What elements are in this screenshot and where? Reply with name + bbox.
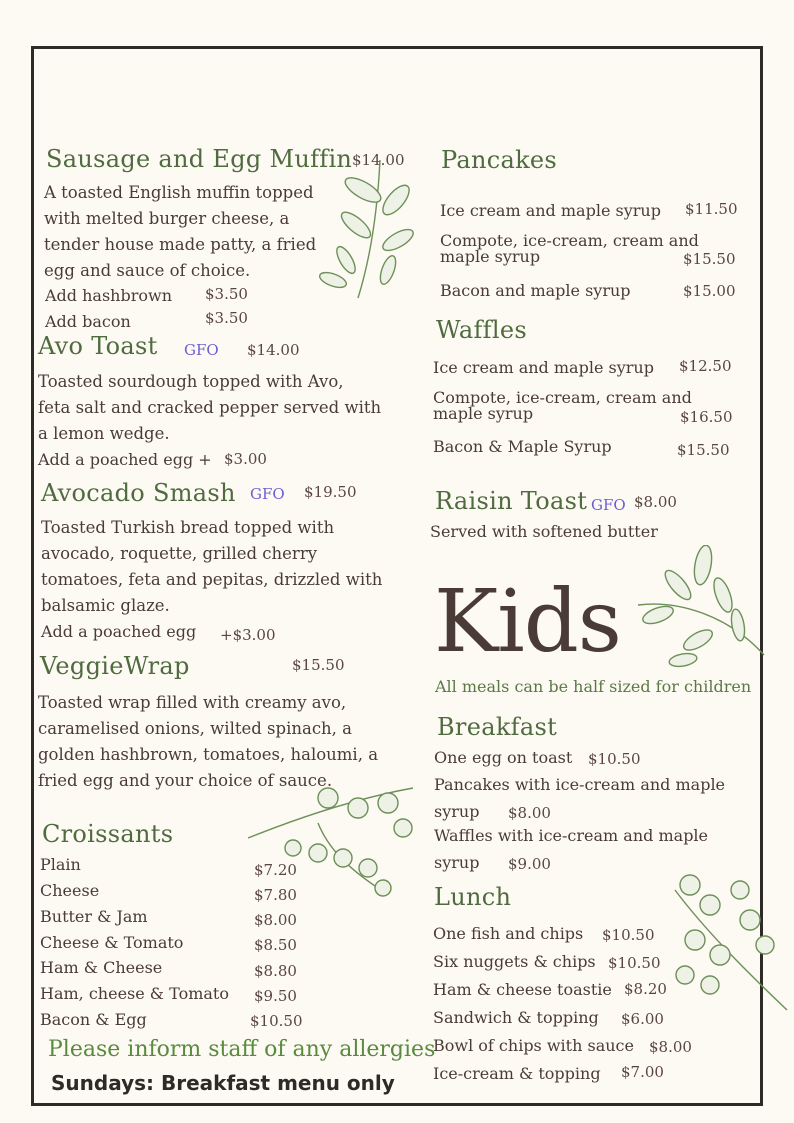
smash-desc: [41, 515, 382, 619]
pancake-item-line: maple syrup: [440, 247, 541, 266]
smash-desc-line: tomatoes, feta and pepitas, drizzled with: [41, 570, 383, 589]
lunch-price: $10.50: [608, 954, 661, 972]
croissant-item: Butter & Jam: [40, 907, 148, 926]
waffle-price: $16.50: [680, 408, 733, 426]
breakfast-item: Waffles with ice-cream and maple: [434, 826, 709, 845]
leaf-sprig-bottom-icon: [655, 870, 790, 1015]
wrap-title: VeggieWrap: [40, 652, 190, 680]
breakfast-item: Pancakes with ice-cream and maple: [434, 775, 726, 794]
muffin-desc-line: with melted burger cheese, a: [44, 209, 290, 228]
croissant-item: Ham & Cheese: [40, 958, 163, 977]
addon-bacon-label: Add bacon: [45, 312, 131, 331]
smash-desc-line: balsamic glaze.: [41, 596, 170, 615]
lunch-item: Six nuggets & chips: [433, 952, 596, 971]
croissant-price: $8.00: [254, 911, 297, 929]
avo-desc-line: a lemon wedge.: [38, 424, 170, 443]
pancake-price: $15.00: [683, 282, 736, 300]
avo-desc-line: Toasted sourdough topped with Avo,: [38, 372, 344, 391]
wrap-desc: [38, 690, 378, 794]
muffin-desc-line: egg and sauce of choice.: [44, 261, 251, 280]
wrap-desc-line: caramelised onions, wilted spinach, a: [38, 719, 353, 738]
croissant-price: $7.80: [254, 886, 297, 904]
breakfast-item-cont: syrup: [434, 853, 480, 872]
lunch-item: Ham & cheese toastie: [433, 980, 612, 999]
smash-desc-line: Toasted Turkish bread topped with: [41, 518, 335, 537]
avo-addon-price: $3.00: [224, 450, 267, 468]
kids-lunch-title: Lunch: [434, 883, 512, 911]
avo-price: $14.00: [247, 341, 300, 359]
smash-addon-label: Add a poached egg: [41, 622, 197, 641]
croissant-item: Plain: [40, 855, 81, 874]
waffle-price: $12.50: [679, 357, 732, 375]
waffle-item: Ice cream and maple syrup: [433, 358, 654, 377]
lunch-price: $7.00: [621, 1063, 664, 1081]
pancake-item: Bacon and maple syrup: [440, 281, 631, 300]
croissant-price: $8.50: [254, 936, 297, 954]
waffle-item-line: maple syrup: [433, 404, 534, 423]
smash-addon-price: +$3.00: [220, 626, 276, 644]
smash-title: Avocado Smash: [41, 479, 236, 507]
croissant-price: $10.50: [250, 1012, 303, 1030]
leaf-sprig-top-icon: [318, 160, 428, 300]
croissants-title: Croissants: [42, 820, 174, 848]
addon-hashbrown-label: Add hashbrown: [45, 286, 173, 305]
sunday-notice: Sundays: Breakfast menu only: [51, 1071, 395, 1095]
breakfast-price: $8.00: [508, 804, 551, 822]
croissant-item: Ham, cheese & Tomato: [40, 984, 229, 1003]
leaf-sprig-kids-icon: [628, 545, 768, 675]
croissant-price: $9.50: [254, 987, 297, 1005]
pancake-item-line: Compote, ice-cream, cream and: [440, 231, 699, 250]
wrap-price: $15.50: [292, 656, 345, 674]
muffin-desc-line: tender house made patty, a fried: [44, 235, 317, 254]
croissant-price: $8.80: [254, 962, 297, 980]
avo-title: Avo Toast: [38, 332, 158, 360]
raisin-desc: Served with softened butter: [430, 522, 658, 541]
avo-desc-line: feta salt and cracked pepper served with: [38, 398, 382, 417]
pancake-item: [440, 233, 699, 265]
croissant-item: Cheese: [40, 881, 100, 900]
smash-price: $19.50: [304, 483, 357, 501]
leaf-sprig-middle-icon: [248, 778, 418, 898]
kids-note: All meals can be half sized for children: [435, 677, 752, 696]
waffle-item: Bacon & Maple Syrup: [433, 437, 612, 456]
lunch-price: $10.50: [602, 926, 655, 944]
breakfast-price: $10.50: [588, 750, 641, 768]
pancake-price: $11.50: [685, 200, 738, 218]
croissant-price: $7.20: [254, 861, 297, 879]
croissant-item: Cheese & Tomato: [40, 933, 184, 952]
raisin-gfo-badge: GFO: [591, 496, 626, 514]
avo-gfo-badge: GFO: [184, 341, 219, 359]
croissant-item: Bacon & Egg: [40, 1010, 147, 1029]
allergy-notice: Please inform staff of any allergies: [48, 1037, 436, 1062]
lunch-item: Sandwich & topping: [433, 1008, 599, 1027]
waffle-price: $15.50: [677, 441, 730, 459]
pancakes-title: Pancakes: [441, 146, 558, 174]
avo-desc: [38, 369, 381, 447]
raisin-title: Raisin Toast: [435, 487, 588, 515]
addon-bacon-price: $3.50: [205, 309, 248, 327]
waffle-item: [433, 390, 692, 422]
waffles-title: Waffles: [436, 316, 527, 344]
muffin-desc-line: A toasted English muffin topped: [44, 183, 314, 202]
wrap-desc-line: Toasted wrap filled with creamy avo,: [38, 693, 347, 712]
lunch-item: Ice-cream & topping: [433, 1064, 601, 1083]
wrap-desc-line: fried egg and your choice of sauce.: [38, 771, 333, 790]
wrap-desc-line: golden hashbrown, tomatoes, haloumi, a: [38, 745, 379, 764]
breakfast-price: $9.00: [508, 855, 551, 873]
lunch-price: $6.00: [621, 1010, 664, 1028]
pancake-item: Ice cream and maple syrup: [440, 201, 661, 220]
avo-addon-label: Add a poached egg +: [38, 450, 212, 469]
smash-desc-line: avocado, roquette, grilled cherry: [41, 544, 318, 563]
muffin-price: $14.00: [352, 151, 405, 169]
lunch-item: One fish and chips: [433, 924, 584, 943]
breakfast-item: One egg on toast: [434, 748, 573, 767]
breakfast-item-cont: syrup: [434, 802, 480, 821]
lunch-price: $8.20: [624, 980, 667, 998]
muffin-desc: [44, 180, 316, 284]
waffle-item-line: Compote, ice-cream, cream and: [433, 388, 692, 407]
pancake-price: $15.50: [683, 250, 736, 268]
kids-breakfast-title: Breakfast: [437, 713, 558, 741]
raisin-price: $8.00: [634, 493, 677, 511]
smash-gfo-badge: GFO: [250, 485, 285, 503]
kids-title: Kids: [434, 572, 621, 672]
lunch-item: Bowl of chips with sauce: [433, 1036, 634, 1055]
lunch-price: $8.00: [649, 1038, 692, 1056]
muffin-title: Sausage and Egg Muffin: [46, 145, 353, 173]
addon-hashbrown-price: $3.50: [205, 285, 248, 303]
